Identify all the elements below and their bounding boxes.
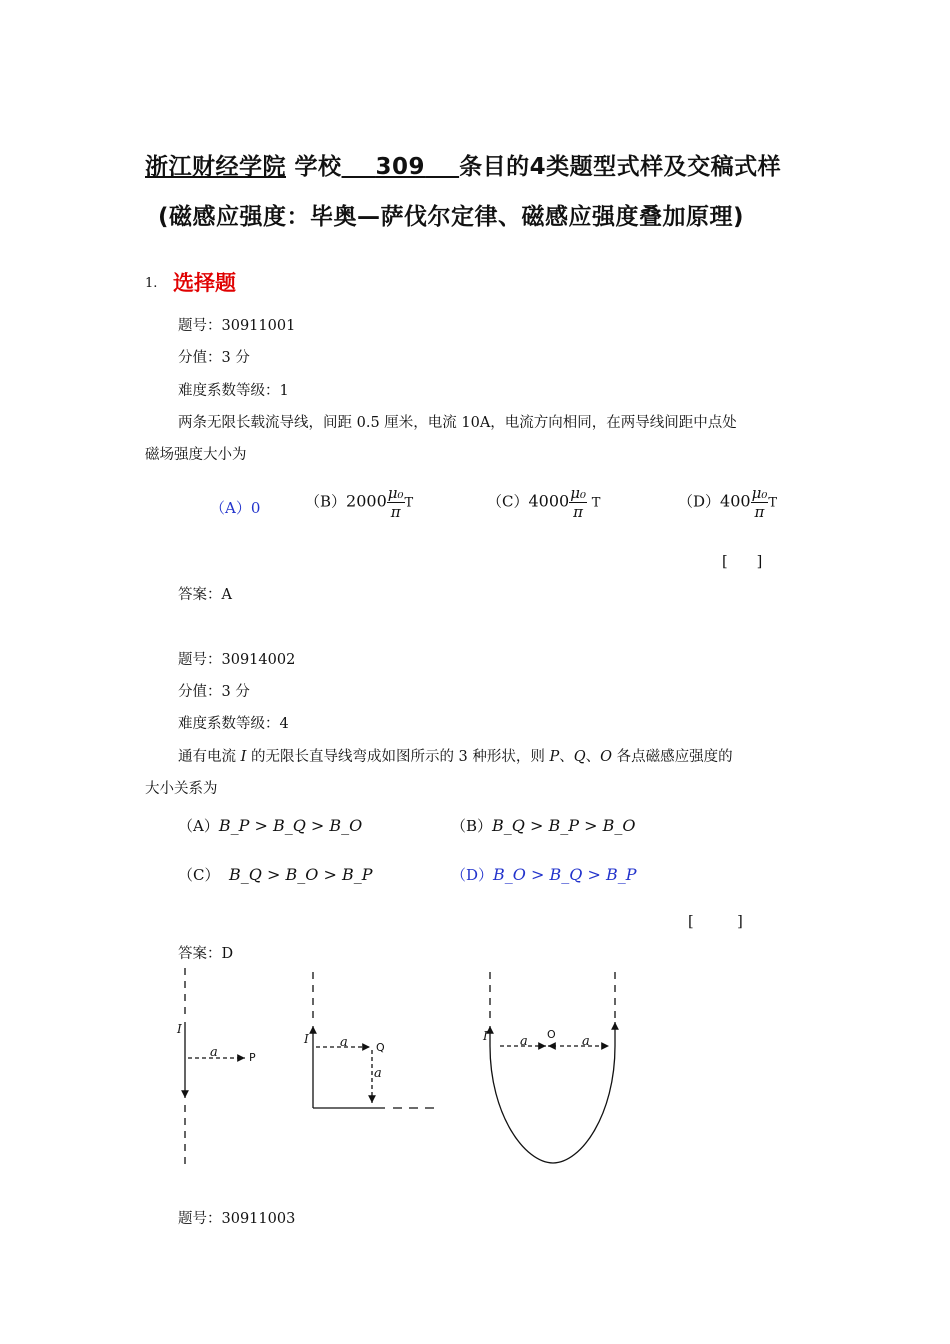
school-name: 浙江财经学院	[145, 154, 286, 180]
q1-id: 题号：30911001	[178, 318, 296, 334]
q1-option-b: （B）2000 $\frac{\text{μ₀}}{\pi}$ T	[305, 484, 414, 521]
q2-option-c-expr: B_Q > B_O > B_P	[229, 865, 373, 884]
q1-difficulty: 难度系数等级：1	[178, 383, 289, 399]
q1-stem-line2: 磁场强度大小为	[145, 447, 247, 463]
fig1-point-p: P	[249, 1051, 256, 1064]
q1-stem-line1: 两条无限长载流导线，间距 0.5 厘米，电流 10A，电流方向相同，在两导线间距中点处	[178, 415, 737, 431]
fig2-current-label: I	[304, 1032, 309, 1046]
fig1-distance-label: a	[210, 1045, 218, 1060]
q2-option-d: （D）B_O > B_Q > B_P	[451, 865, 637, 884]
q1-answer: 答案：A	[178, 587, 232, 603]
fig2-point-q: Q	[376, 1041, 385, 1054]
q2-option-a-expr: B_P > B_Q > B_O	[218, 816, 363, 835]
mu-over-pi-fraction: $\frac{\text{μ₀}}{\pi}$	[387, 484, 404, 521]
fig2-distance-label: a	[340, 1035, 348, 1050]
q2-stem-line2: 大小关系为	[145, 781, 218, 797]
mu-over-pi-fraction: $\frac{\text{μ₀}}{\pi}$	[751, 484, 768, 521]
item-code: 309	[375, 154, 426, 180]
fig3-current-label: I	[483, 1029, 488, 1043]
fig3-distance-label-right: a	[582, 1034, 590, 1049]
fig3-point-o: O	[547, 1028, 556, 1041]
q2-stem-line1: 通有电流 I 的无限长直导线弯成如图所示的 3 种形状，则 P、Q、O 各点磁感应强度的	[178, 749, 733, 765]
q2-answer: 答案：D	[178, 946, 234, 962]
q1-answer-brackets: [ ]	[722, 554, 763, 570]
q2-option-b-expr: B_Q > B_P > B_O	[492, 816, 636, 835]
q2-option-c: （C） B_Q > B_O > B_P	[178, 865, 373, 884]
mu-over-pi-fraction: $\frac{\text{μ₀}}{\pi}$	[570, 484, 586, 521]
q2-score: 分值：3 分	[178, 684, 250, 700]
section-number: 1.	[145, 276, 158, 291]
school-suffix: 学校	[294, 154, 342, 180]
section-title: 选择题	[173, 271, 236, 295]
q1-option-d: （D）400 $\frac{\text{μ₀}}{\pi}$ T	[678, 484, 778, 521]
q1-option-c: （C）4000 $\frac{\text{μ₀}}{\pi}$ T	[487, 484, 601, 521]
q2-id: 题号：30914002	[178, 652, 296, 668]
q2-option-d-expr: B_O > B_Q > B_P	[493, 865, 637, 884]
fig2-distance-label-vertical: a	[374, 1066, 382, 1081]
q2-difficulty: 难度系数等级：4	[178, 716, 289, 732]
figure-l-shape-wire	[313, 972, 440, 1108]
fig1-current-label: I	[177, 1022, 182, 1036]
q2-answer-brackets: [ ]	[688, 914, 743, 930]
figure-straight-wire	[185, 968, 245, 1165]
fig3-distance-label-left: a	[520, 1034, 528, 1049]
q3-id: 题号：30911003	[178, 1211, 296, 1227]
q1-option-a: （A）0	[210, 499, 261, 517]
figure-u-shape-wire	[490, 972, 615, 1163]
q2-option-b: （B）B_Q > B_P > B_O	[451, 816, 636, 835]
q2-option-a: （A）B_P > B_Q > B_O	[178, 816, 363, 835]
title-rest: 条目的4类题型式样及交稿式样	[459, 154, 782, 180]
document-subtitle: (磁感应强度：毕奥—萨伐尔定律、磁感应强度叠加原理)	[158, 204, 745, 230]
q1-score: 分值：3 分	[178, 350, 250, 366]
